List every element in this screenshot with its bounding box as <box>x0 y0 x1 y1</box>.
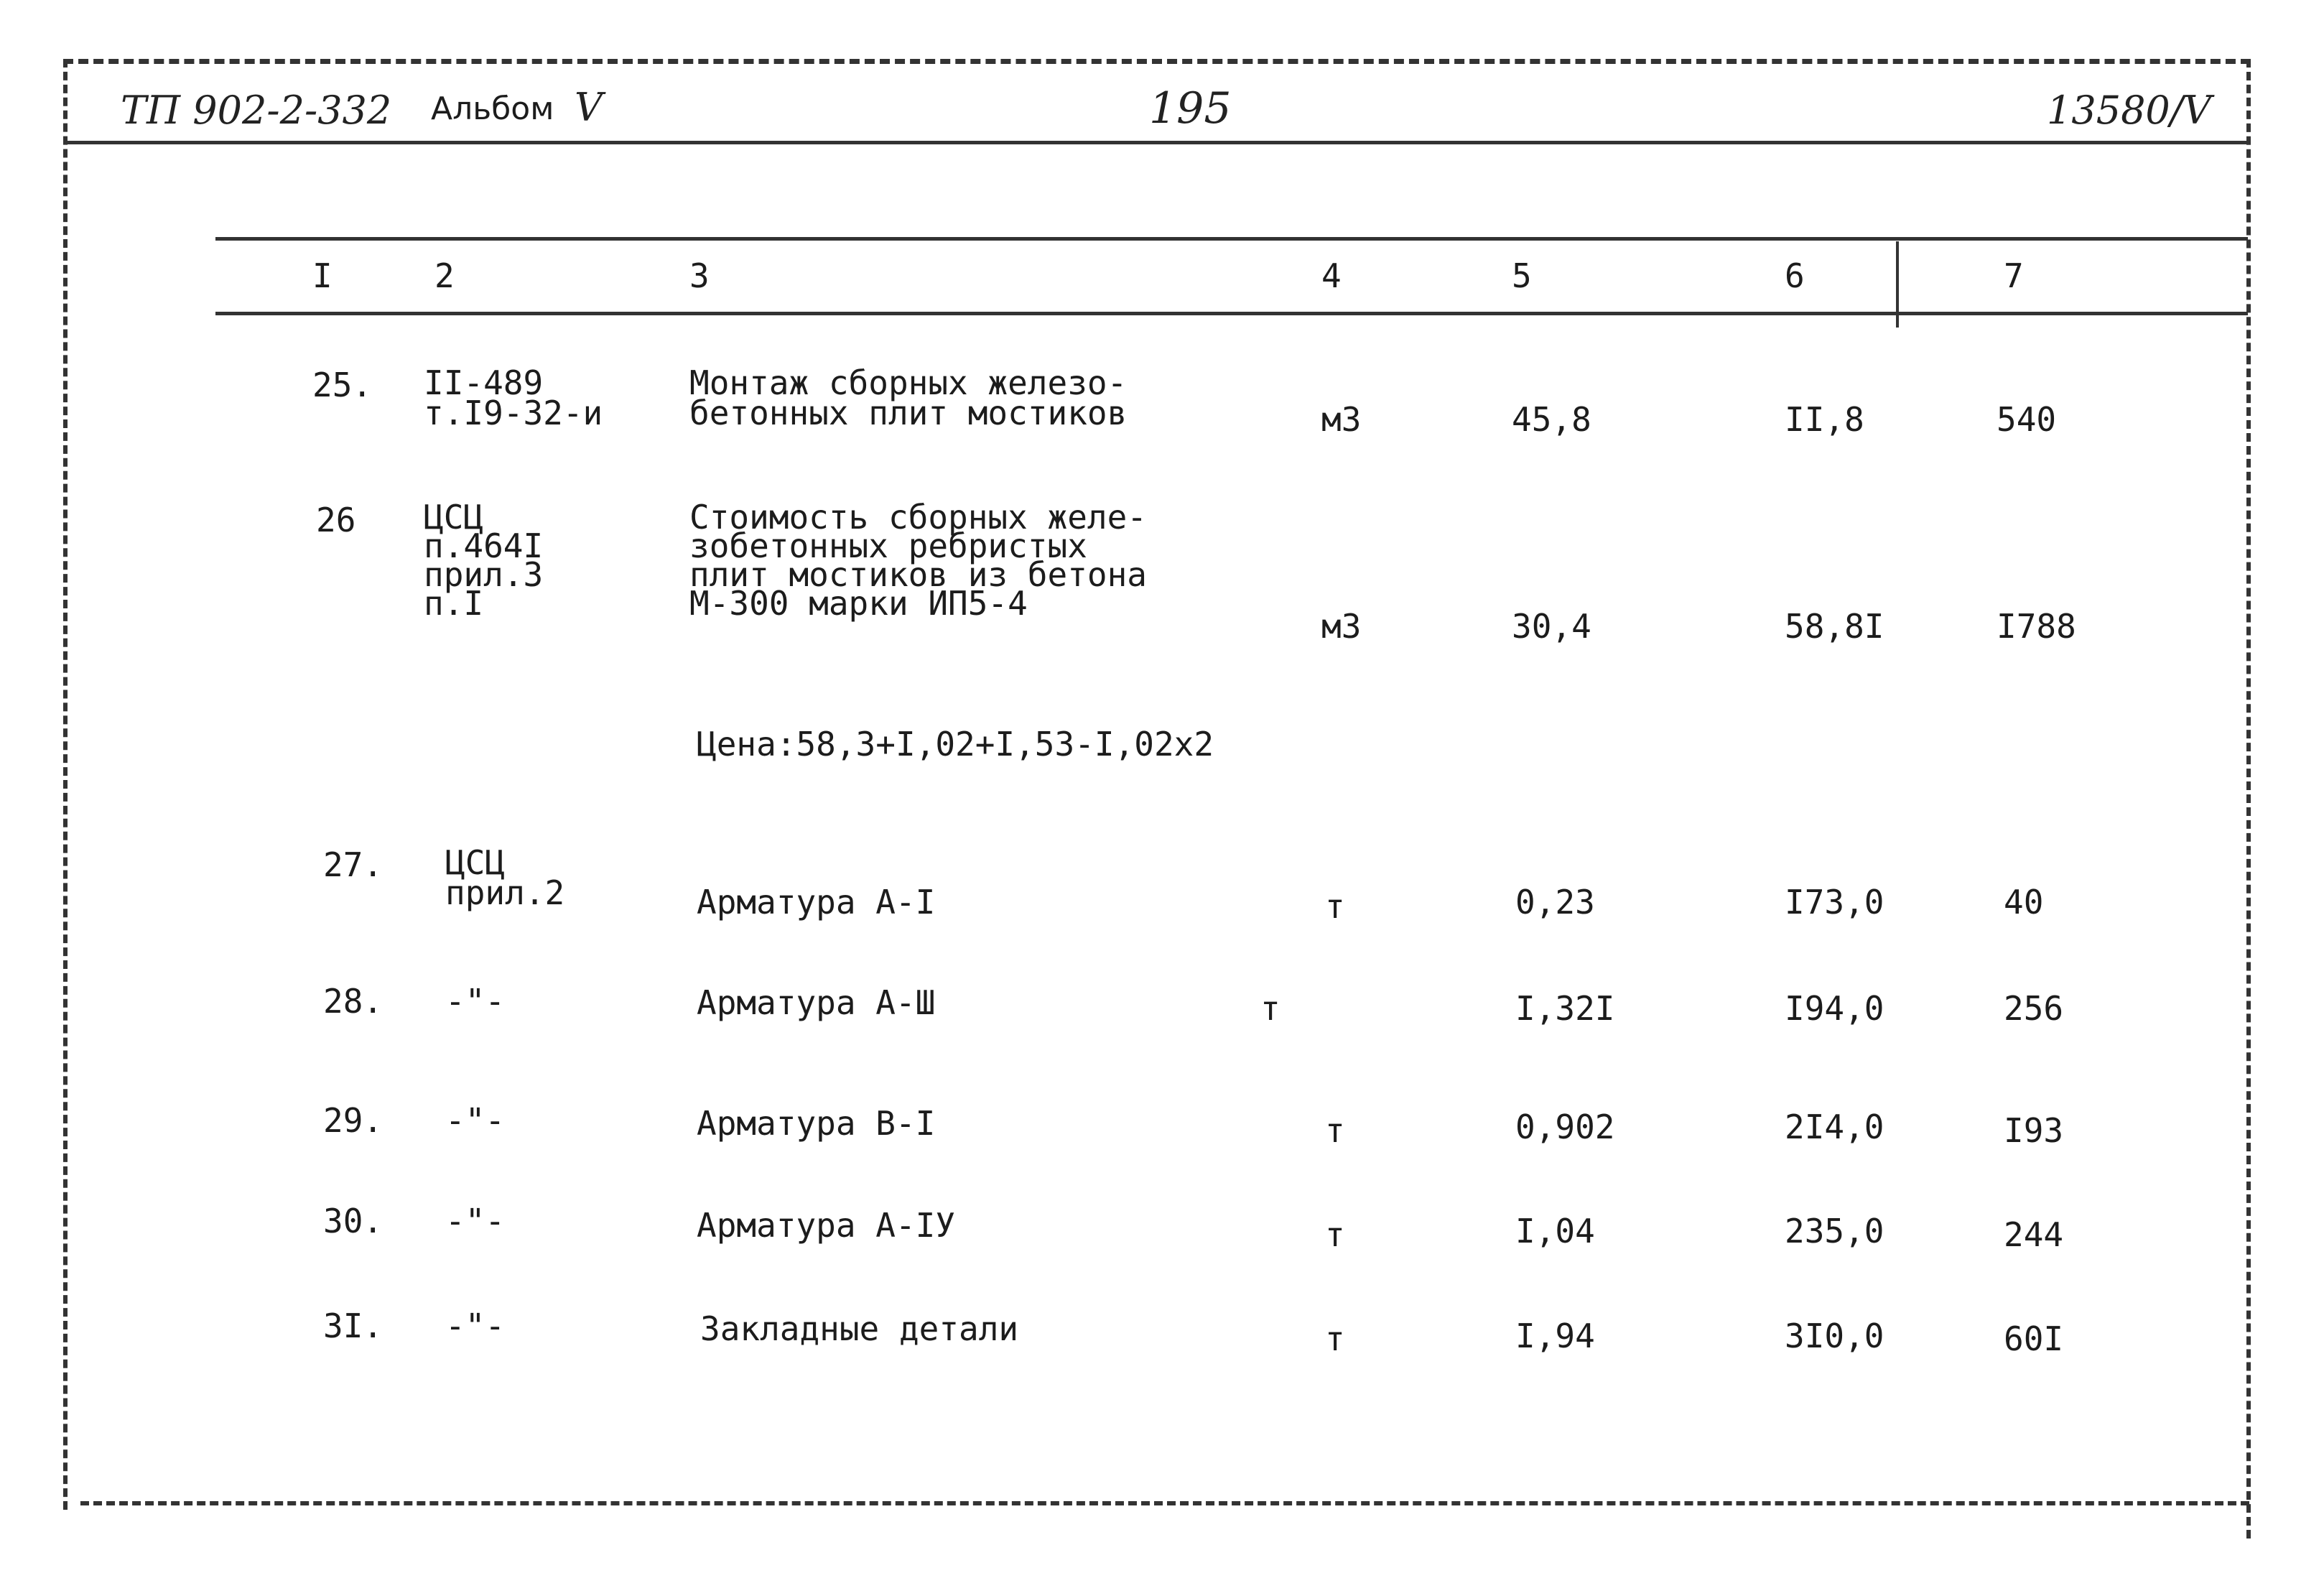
total-cost: 40 <box>2004 883 2044 922</box>
row-number: 27. <box>323 845 384 884</box>
price-calculation-note: Цена:58,3+I,02+I,53-I,02х2 <box>697 725 1214 764</box>
unit-price: 3I0,0 <box>1785 1317 1884 1355</box>
unit-price: I73,0 <box>1785 883 1884 922</box>
work-description: Арматура А-Ш <box>697 983 936 1022</box>
quantity: I,94 <box>1515 1317 1595 1355</box>
document-code: ТП 902-2-332 <box>121 88 392 133</box>
unit-price: II,8 <box>1785 400 1864 439</box>
row-number: 3I. <box>323 1307 384 1345</box>
unit: т <box>1260 989 1280 1028</box>
unit: т <box>1325 1111 1345 1150</box>
work-description: Арматура А-I <box>697 883 936 922</box>
work-description: Арматура А-IУ <box>697 1206 956 1245</box>
unit: т <box>1325 1319 1345 1358</box>
row-number: 25. <box>312 366 373 404</box>
work-description: Арматура В-I <box>697 1104 936 1143</box>
album-number: V <box>575 85 603 130</box>
norm-reference: -"- <box>445 1307 506 1345</box>
frame-right-border <box>2246 59 2251 1538</box>
table-header-top-rule <box>215 237 2248 241</box>
norm-reference: -"- <box>445 982 506 1021</box>
unit: м3 <box>1321 400 1362 439</box>
total-cost: I93 <box>2004 1111 2064 1150</box>
total-cost: I788 <box>1997 607 2076 646</box>
title-block-rule <box>66 141 2246 144</box>
column-header-5: 5 <box>1512 256 1532 295</box>
norm-reference: ЦСЦ прил.2 <box>445 843 565 912</box>
work-description: Монтаж сборных железо- бетонных плит мостиков <box>689 363 1128 432</box>
quantity: 0,23 <box>1515 883 1595 922</box>
unit-price: 235,0 <box>1785 1212 1884 1250</box>
work-description: Стоимость сборных желе- зобетонных ребристых плит мостиков из бетона М-300 марки ИП5-4 <box>689 498 1147 623</box>
page-number: 195 <box>1149 83 1232 134</box>
column-header-2: 2 <box>434 256 455 295</box>
norm-reference: ЦСЦ п.464I прил.3 п.I <box>424 498 544 623</box>
column-header-3: 3 <box>689 256 710 295</box>
column-header-6: 6 <box>1785 256 1805 295</box>
row-number: 30. <box>323 1202 384 1240</box>
norm-reference: II-489 т.I9-32-и <box>424 363 603 432</box>
quantity: I,04 <box>1515 1212 1595 1250</box>
column-header-7: 7 <box>2004 256 2024 295</box>
row-number: 29. <box>323 1101 384 1140</box>
table-header-bottom-rule <box>215 312 2248 315</box>
norm-reference: -"- <box>445 1202 506 1240</box>
frame-left-border <box>63 59 68 1510</box>
work-description: Закладные детали <box>700 1309 1019 1348</box>
album-label: Альбом <box>431 90 554 127</box>
quantity: 30,4 <box>1512 607 1591 646</box>
unit-price: I94,0 <box>1785 989 1884 1028</box>
frame-bottom-border <box>80 1501 2249 1505</box>
norm-reference: -"- <box>445 1101 506 1140</box>
unit-price: 58,8I <box>1785 607 1884 646</box>
unit-price: 2I4,0 <box>1785 1108 1884 1146</box>
column-header-4: 4 <box>1321 256 1342 295</box>
column-header-1: I <box>312 256 333 295</box>
row-number: 26 <box>316 501 356 539</box>
unit: м3 <box>1321 607 1362 646</box>
frame-top-border <box>63 59 2251 64</box>
quantity: 0,902 <box>1515 1108 1615 1146</box>
archive-number: 13580/V <box>2047 88 2211 133</box>
unit: т <box>1325 1215 1345 1254</box>
total-cost: 60I <box>2004 1319 2064 1358</box>
total-cost: 540 <box>1997 400 2057 439</box>
unit: т <box>1325 887 1345 926</box>
total-cost: 244 <box>2004 1215 2064 1254</box>
table-header-divider <box>1896 241 1899 328</box>
quantity: 45,8 <box>1512 400 1591 439</box>
row-number: 28. <box>323 982 384 1021</box>
quantity: I,32I <box>1515 989 1615 1028</box>
total-cost: 256 <box>2004 989 2064 1028</box>
